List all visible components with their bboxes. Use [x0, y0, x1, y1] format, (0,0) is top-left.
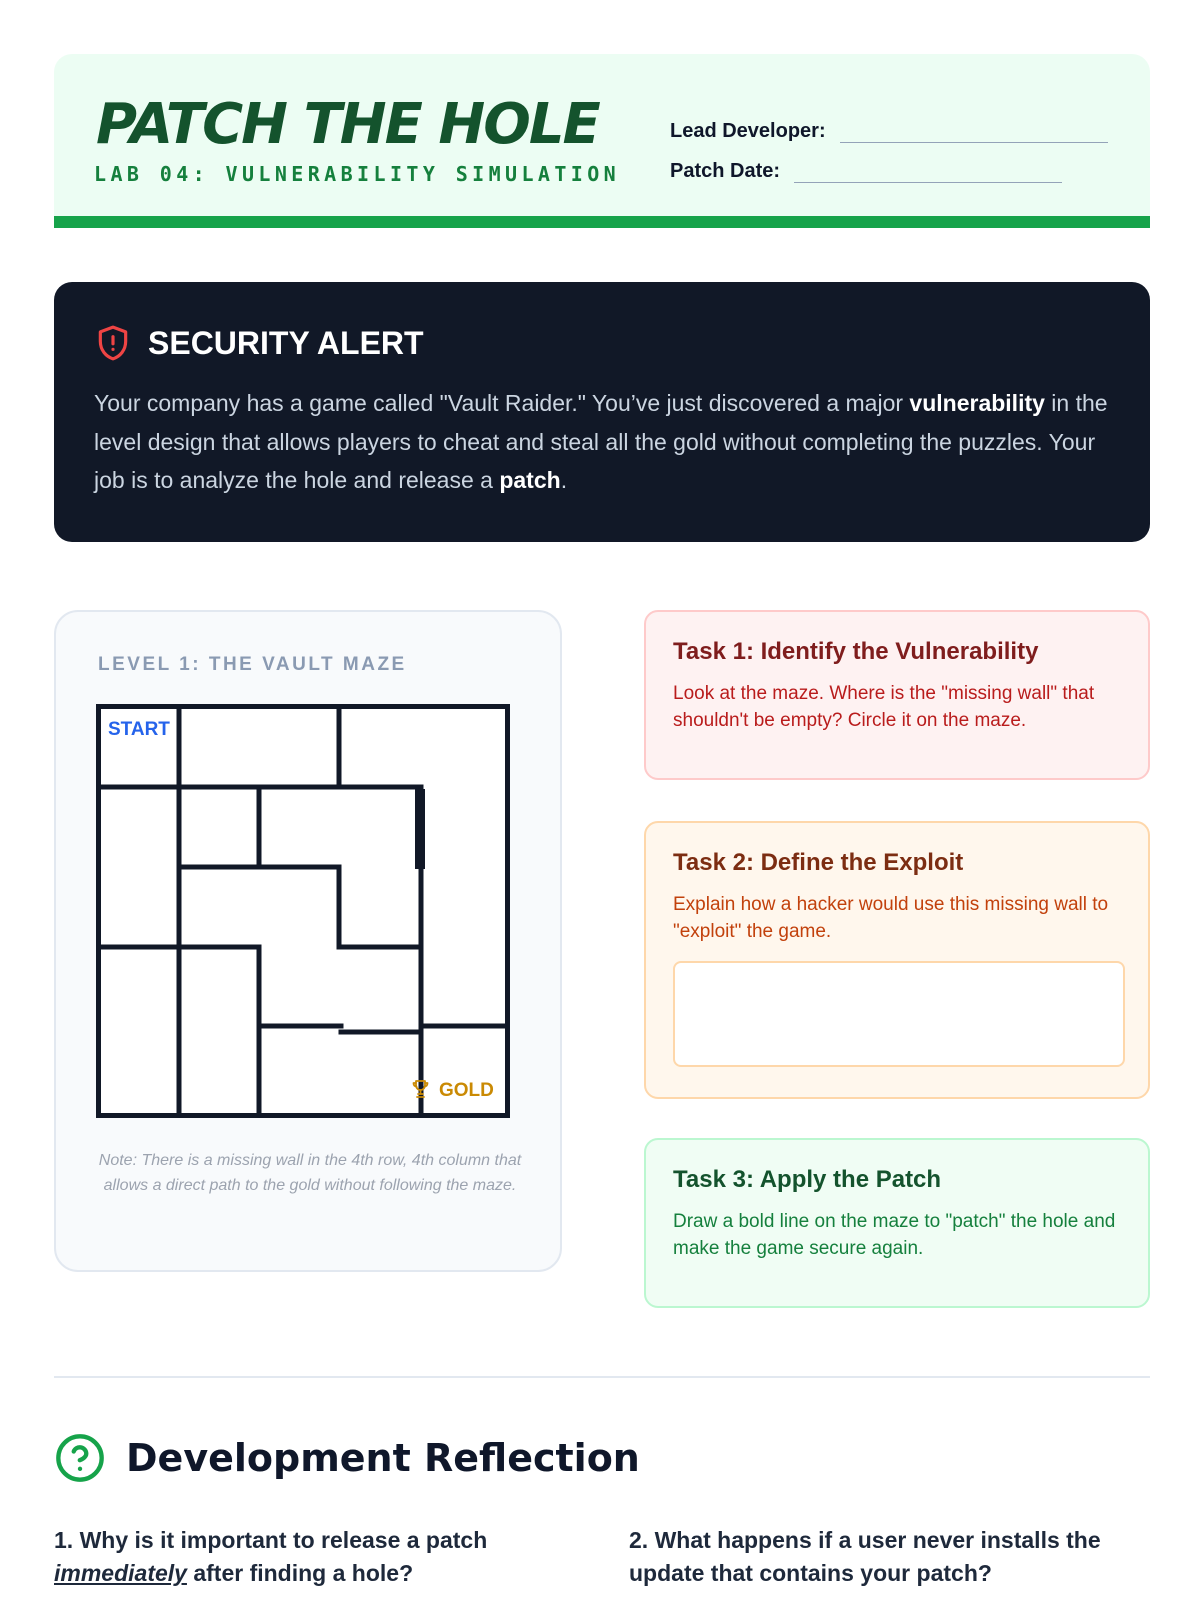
- question-circle-icon: [54, 1432, 106, 1484]
- security-alert-panel: [54, 282, 1150, 542]
- task-2-card: [644, 821, 1150, 1099]
- alert-heading: [94, 324, 1110, 362]
- worksheet-header: [54, 54, 1150, 228]
- lab-subtitle: LAB 04: VULNERABILITY SIMULATION: [94, 162, 621, 186]
- patch-date-input-line[interactable]: [794, 161, 1062, 183]
- task-3-title: Task 3: Apply the Patch: [673, 1166, 942, 1193]
- task-3-card: [644, 1138, 1150, 1308]
- alert-body: [94, 384, 1110, 500]
- task-1-title: Task 1: Identify the Vulnerability: [673, 638, 1039, 665]
- alert-bold-patch: patch: [499, 467, 561, 493]
- task-1-card: [644, 610, 1150, 780]
- start-label: START: [108, 719, 170, 740]
- question-1-text-end: after finding a hole?: [186, 1560, 414, 1586]
- lead-developer-label: Lead Developer:: [670, 120, 826, 142]
- page-title: PATCH THE HOLE: [96, 92, 599, 157]
- question-1-emphasis: immediately: [54, 1560, 187, 1586]
- question-1-text: 1. Why is it important to release a patch: [54, 1527, 488, 1553]
- lead-developer-field: [670, 120, 1108, 143]
- lead-developer-input-line[interactable]: [840, 121, 1108, 143]
- exploit-answer-box[interactable]: [673, 961, 1125, 1067]
- task-2-title: Task 2: Define the Exploit: [673, 849, 964, 876]
- alert-bold-vulnerability: vulnerability: [909, 390, 1045, 416]
- alert-text-part: .: [560, 467, 568, 493]
- task-1-text: Look at the maze. Where is the "missing wall" that shouldn't be empty? Circle it on the maze.: [673, 683, 1095, 731]
- alert-text-part: Your company has a game called "Vault Raider." You’ve just discovered a major: [94, 390, 910, 416]
- patch-date-field: [670, 160, 1062, 183]
- alert-title: SECURITY ALERT: [148, 324, 424, 361]
- reflection-title: Development Reflection: [126, 1436, 640, 1480]
- worksheet-page: [54, 54, 1150, 1586]
- vault-maze[interactable]: [96, 704, 512, 1120]
- reflection-question-1: [54, 1524, 524, 1590]
- patch-date-label: Patch Date:: [670, 160, 781, 182]
- shield-alert-icon: [94, 324, 132, 362]
- maze-note: Note: There is a missing wall in the 4th row, 4th column that allows a direct path to the gold without following the maze.: [98, 1152, 522, 1194]
- alert-text-part: in the level design that allows players to cheat and steal all the gold without completing the puzzles. Your job is to analyze the hole and release a: [94, 390, 1108, 493]
- gold-label: GOLD: [439, 1080, 494, 1101]
- task-2-text: Explain how a hacker would use this missing wall to "exploit" the game.: [673, 894, 1109, 942]
- reflection-question-2: 2. What happens if a user never installs the update that contains your patch?: [629, 1527, 1101, 1586]
- maze-card: [54, 610, 562, 1272]
- task-3-text: Draw a bold line on the maze to "patch" the hole and make the game secure again.: [673, 1211, 1116, 1259]
- section-divider: [54, 1376, 1150, 1378]
- reflection-heading: [54, 1432, 640, 1484]
- maze-outer-wall: [99, 707, 508, 1116]
- maze-label: LEVEL 1: THE VAULT MAZE: [98, 654, 407, 675]
- maze-thick-wall: [415, 789, 425, 869]
